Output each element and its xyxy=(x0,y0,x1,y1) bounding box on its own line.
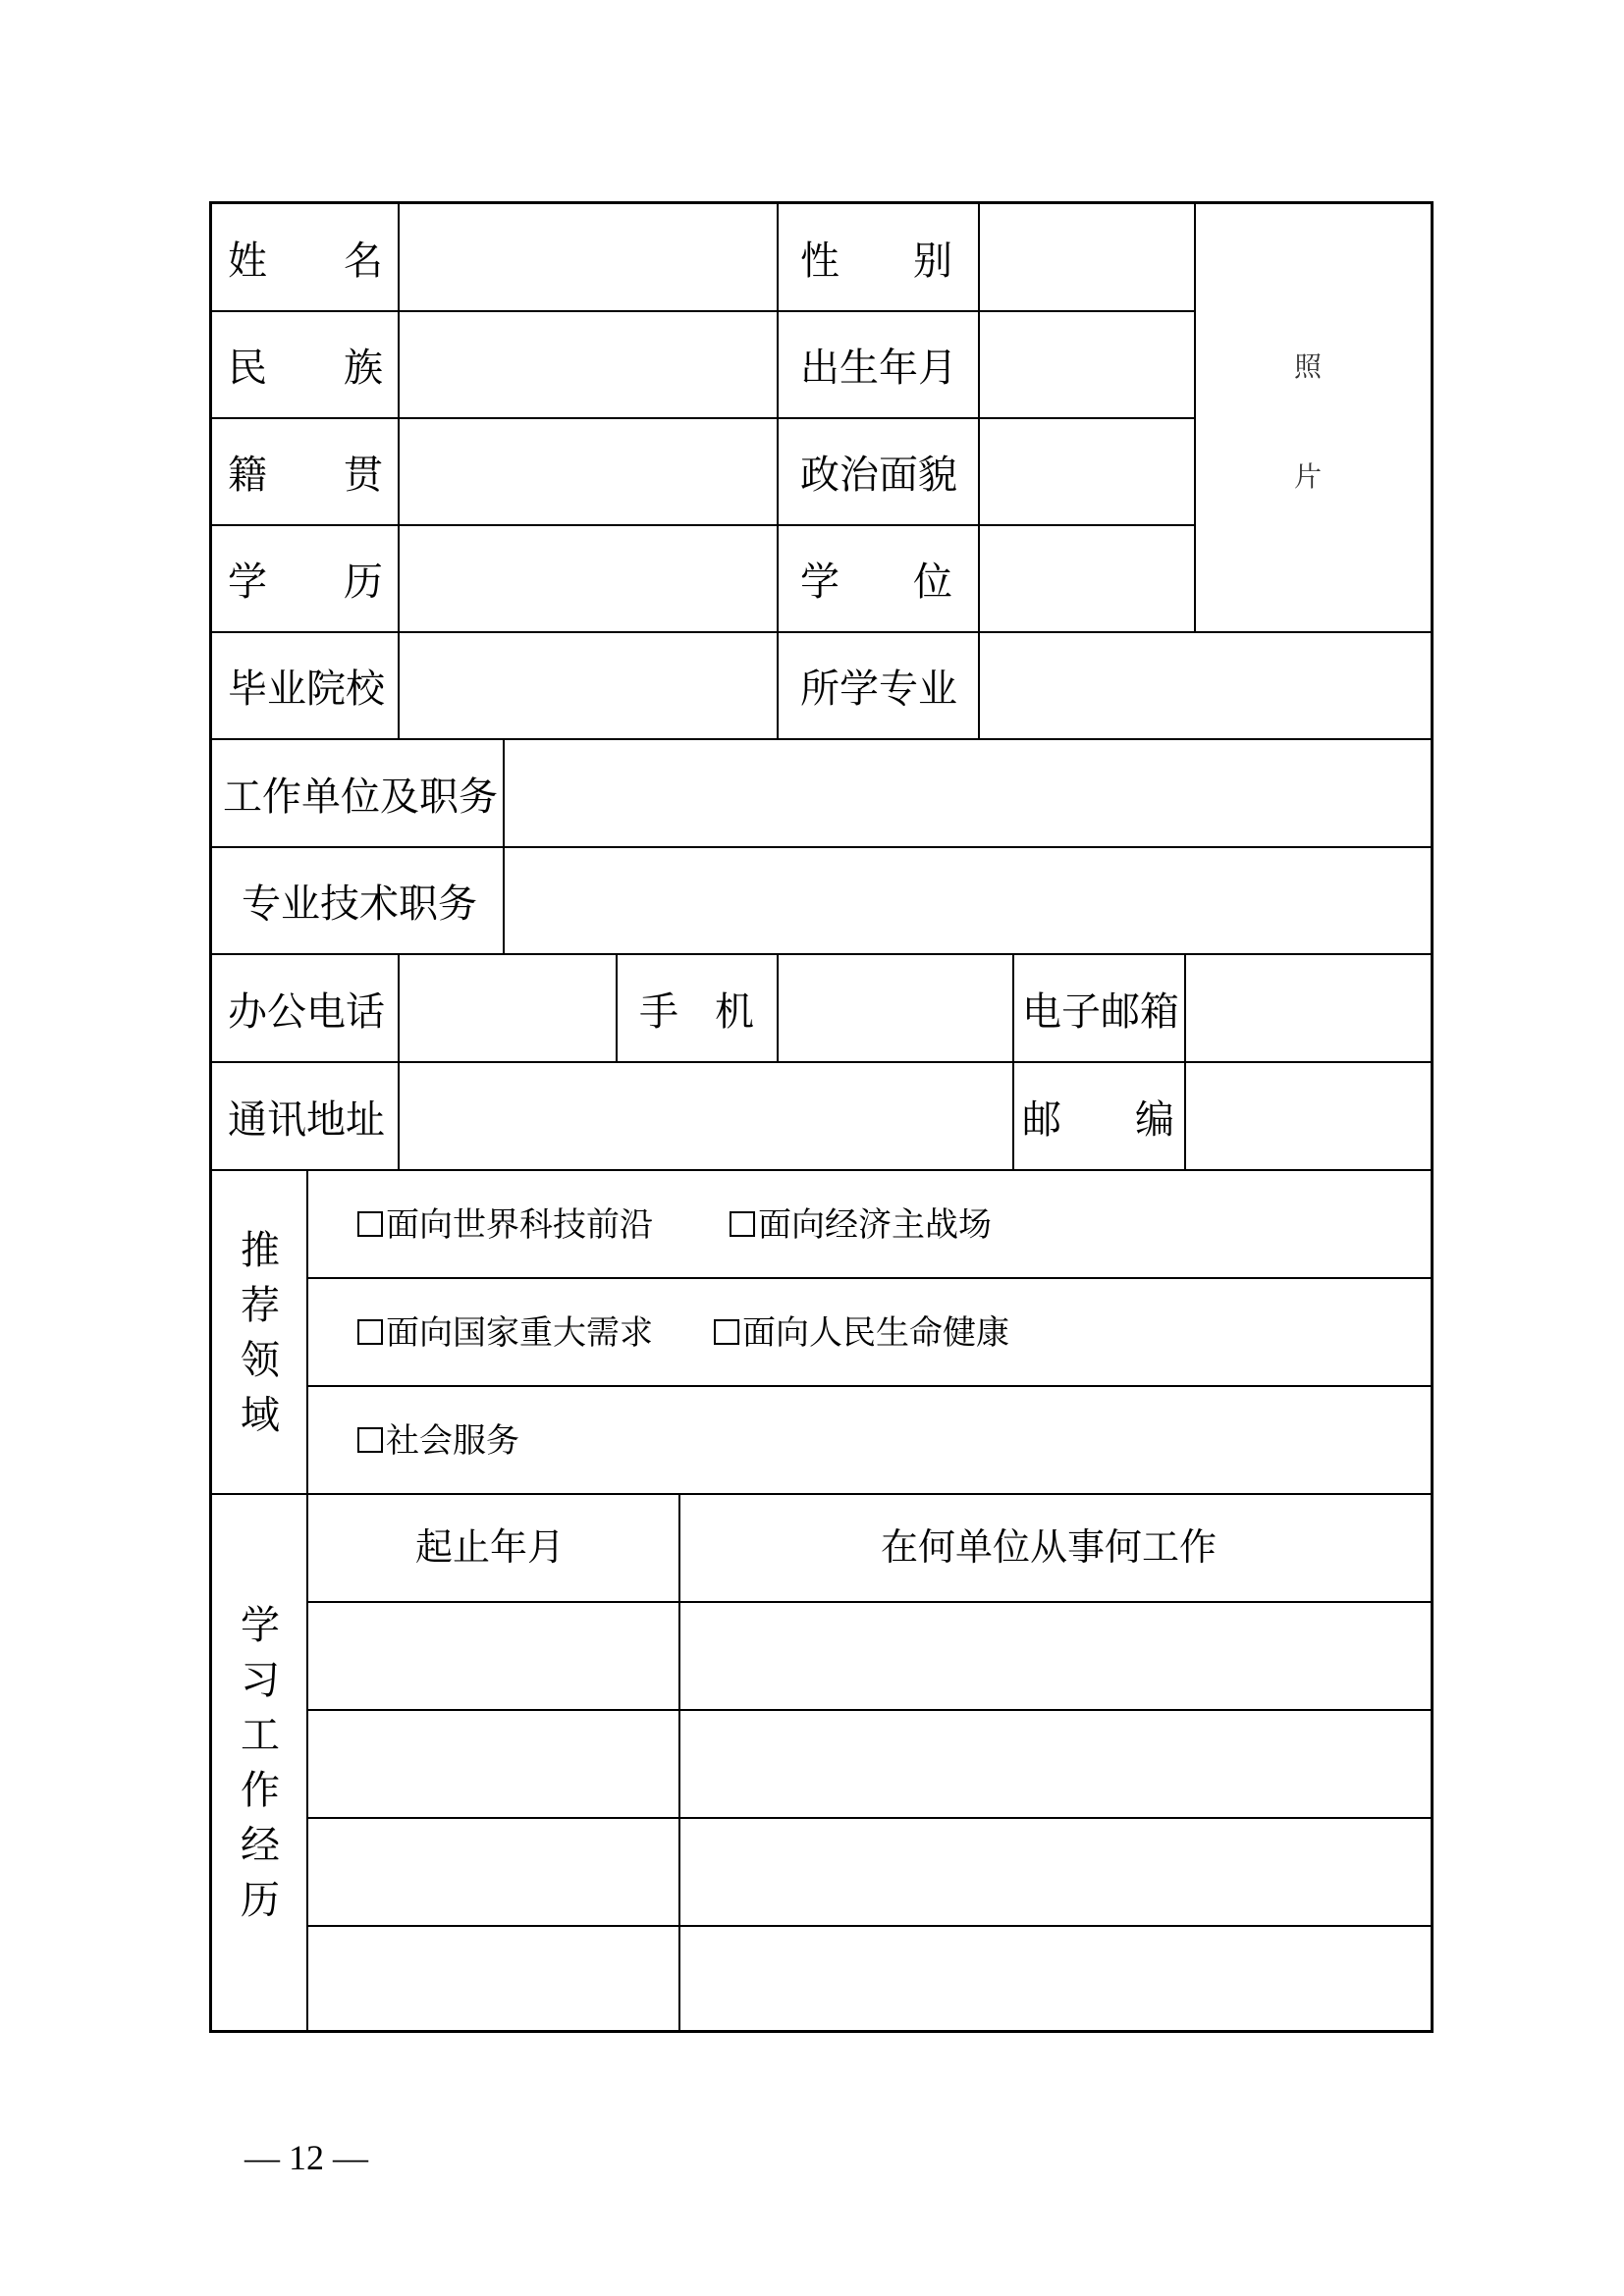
postcode-label-1: 邮 xyxy=(1022,1097,1061,1143)
school-label: 毕业院校 xyxy=(228,667,385,712)
politics-field[interactable] xyxy=(981,419,1193,523)
checkbox-icon[interactable] xyxy=(357,1427,383,1453)
mobile-label-2: 机 xyxy=(715,989,754,1035)
birth-label: 出生年月 xyxy=(800,346,957,391)
major-label: 所学专业 xyxy=(800,667,957,712)
name-field[interactable] xyxy=(401,204,776,309)
fields-section-label: 推荐领域 xyxy=(241,1228,280,1438)
option-social-service[interactable] xyxy=(357,1423,519,1459)
degree-label-2: 位 xyxy=(913,560,952,605)
checkbox-icon[interactable] xyxy=(357,1211,383,1237)
option-national-needs[interactable] xyxy=(357,1315,653,1351)
col-divider xyxy=(777,203,779,739)
photo-label-2: 片 xyxy=(1294,460,1323,493)
education-label-2: 历 xyxy=(344,560,383,605)
native-place-field[interactable] xyxy=(401,419,776,523)
education-label-1: 学 xyxy=(228,560,267,605)
history-row-period[interactable] xyxy=(309,1711,677,1816)
native-place-label-1: 籍 xyxy=(228,453,267,498)
name-label-2: 名 xyxy=(344,239,383,284)
row-divider xyxy=(307,1385,1432,1387)
col-divider xyxy=(1184,953,1186,1169)
history-row-work[interactable] xyxy=(681,1711,1431,1816)
name-label-1: 姓 xyxy=(228,239,267,284)
option-label: 面向世界科技前沿 xyxy=(386,1205,653,1245)
option-label: 面向人民生命健康 xyxy=(742,1313,1009,1353)
ethnicity-label-1: 民 xyxy=(228,346,267,391)
school-field[interactable] xyxy=(401,633,776,737)
title-label: 专业技术职务 xyxy=(242,881,477,927)
education-field[interactable] xyxy=(401,526,776,630)
option-economy[interactable] xyxy=(730,1207,992,1243)
address-label: 通讯地址 xyxy=(228,1097,385,1143)
option-public-health[interactable] xyxy=(714,1315,1009,1351)
page-number: — 12 — xyxy=(244,2138,368,2177)
degree-label-1: 学 xyxy=(800,560,839,605)
col-divider xyxy=(978,203,980,739)
col-divider xyxy=(398,203,400,739)
employer-label: 工作单位及职务 xyxy=(223,774,498,820)
gender-label-1: 性 xyxy=(800,239,839,284)
col-divider xyxy=(503,738,505,953)
option-frontier[interactable] xyxy=(357,1207,653,1243)
address-field[interactable] xyxy=(401,1063,1011,1168)
mobile-label-1: 手 xyxy=(639,989,678,1035)
employer-field[interactable] xyxy=(506,740,1431,845)
history-row-work[interactable] xyxy=(681,1819,1431,1924)
col-divider xyxy=(306,1169,308,2031)
history-col-period: 起止年月 xyxy=(415,1525,566,1569)
history-section-label: 学习工作经历 xyxy=(241,1603,280,1923)
politics-label: 政治面貌 xyxy=(800,453,957,498)
mobile-field[interactable] xyxy=(780,955,1011,1060)
gender-field[interactable] xyxy=(981,204,1193,309)
email-label: 电子邮箱 xyxy=(1022,989,1179,1035)
postcode-field[interactable] xyxy=(1187,1063,1431,1168)
photo-area[interactable] xyxy=(1197,204,1431,630)
phone-label: 办公电话 xyxy=(228,989,385,1035)
ethnicity-field[interactable] xyxy=(401,312,776,416)
row-divider xyxy=(307,1277,1432,1279)
email-field[interactable] xyxy=(1187,955,1431,1060)
row-divider xyxy=(211,1169,1432,1171)
option-label: 面向国家重大需求 xyxy=(386,1313,653,1353)
checkbox-icon[interactable] xyxy=(714,1319,739,1345)
photo-label-1: 照 xyxy=(1294,350,1323,383)
birth-field[interactable] xyxy=(981,312,1193,416)
checkbox-icon[interactable] xyxy=(730,1211,755,1237)
history-row-period[interactable] xyxy=(309,1819,677,1924)
native-place-label-2: 贯 xyxy=(344,453,383,498)
gender-label-2: 别 xyxy=(913,239,952,284)
col-divider xyxy=(398,953,400,1169)
history-row-work[interactable] xyxy=(681,1603,1431,1708)
ethnicity-label-2: 族 xyxy=(344,346,383,391)
col-divider xyxy=(678,1493,680,2031)
history-row-period[interactable] xyxy=(309,1603,677,1708)
major-field[interactable] xyxy=(981,633,1431,737)
phone-field[interactable] xyxy=(401,955,615,1060)
col-divider xyxy=(1194,203,1196,632)
col-divider xyxy=(777,953,779,1061)
history-row-period[interactable] xyxy=(309,1927,677,2030)
option-label: 面向经济主战场 xyxy=(758,1205,992,1245)
history-col-work: 在何单位从事何工作 xyxy=(881,1525,1218,1569)
col-divider xyxy=(1012,953,1014,1169)
postcode-label-2: 编 xyxy=(1135,1097,1174,1143)
option-label: 社会服务 xyxy=(386,1421,519,1461)
row-divider xyxy=(211,1493,1432,1495)
history-row-work[interactable] xyxy=(681,1927,1431,2030)
checkbox-icon[interactable] xyxy=(357,1319,383,1345)
title-field[interactable] xyxy=(506,848,1431,952)
col-divider xyxy=(616,953,618,1061)
degree-field[interactable] xyxy=(981,526,1193,630)
